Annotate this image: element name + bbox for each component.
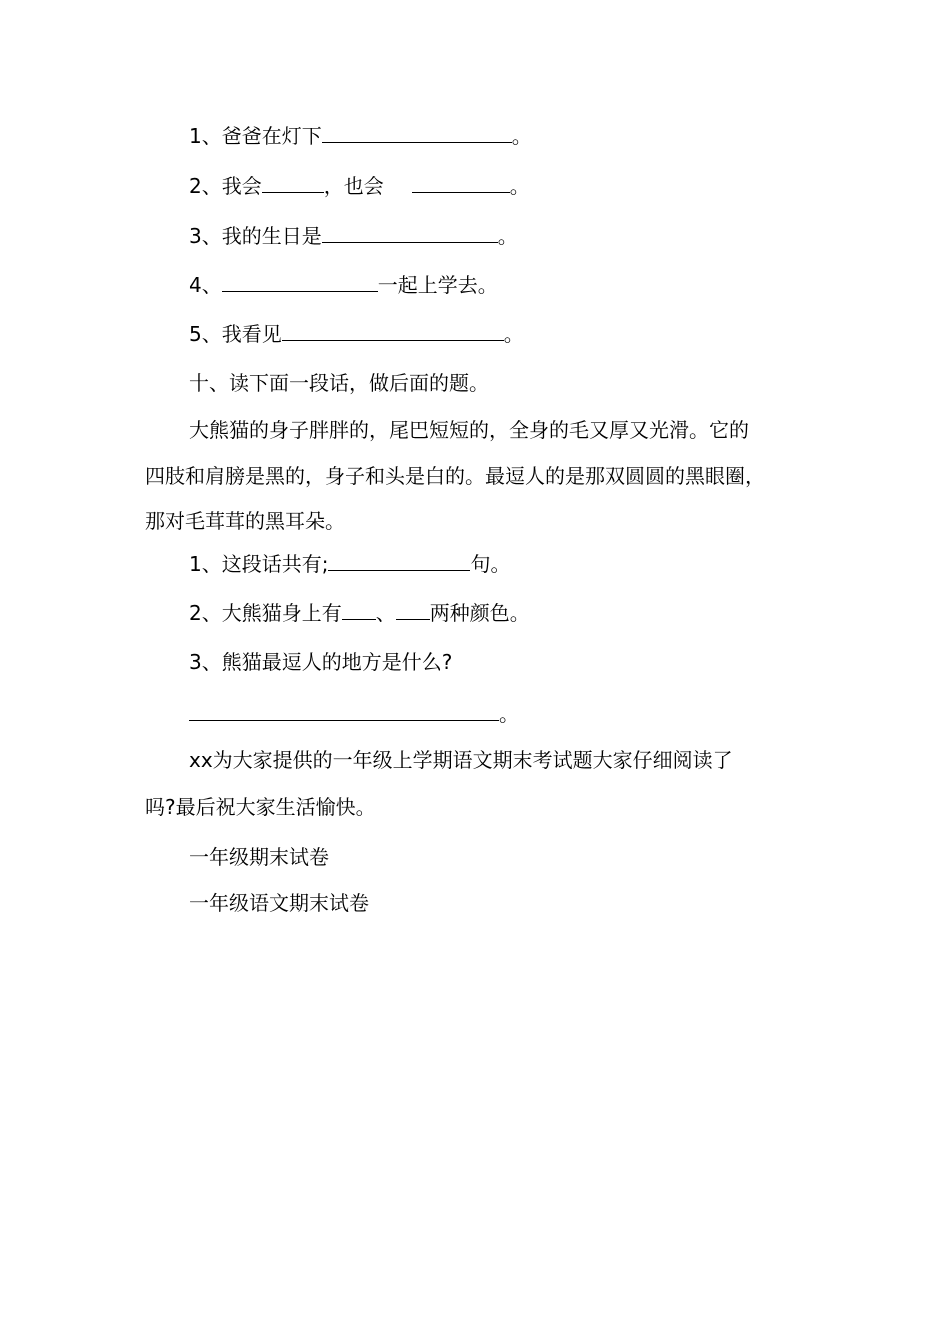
item-end: 。: [499, 702, 519, 726]
answer-blank: [189, 700, 499, 721]
fill-in-item-2: [189, 172, 530, 200]
fill-in-item-5: [189, 320, 524, 348]
reading-question-3: [189, 648, 452, 676]
item-end: 。: [497, 224, 518, 248]
item-end: 句。: [470, 552, 511, 576]
paragraph-line-3: 那对毛茸茸的黑耳朵。: [145, 509, 345, 533]
item-text: 大熊猫身上有: [221, 601, 342, 625]
answer-blank: [222, 271, 378, 292]
paragraph-line-1: 大熊猫的身子胖胖的，尾巴短短的，全身的毛又厚又光滑。它的: [189, 418, 749, 442]
answer-blank: [328, 550, 470, 571]
item-number: 1、: [189, 124, 222, 148]
tag-line-1: 一年级期末试卷: [189, 845, 329, 869]
item-number: 3、: [189, 224, 222, 248]
item-text: 这段话共有;: [221, 552, 329, 576]
item-number: 5、: [189, 322, 222, 346]
item-text: 我的生日是: [221, 224, 322, 248]
item-number: 1、: [189, 552, 222, 576]
item-number: 2、: [189, 174, 222, 198]
answer-blank: [322, 122, 512, 143]
reading-question-1: [189, 550, 510, 578]
answer-line: [189, 700, 519, 728]
closing-line-2: 吗?最后祝大家生活愉快。: [145, 795, 376, 819]
answer-blank: [412, 172, 510, 193]
item-middle: ，也会: [323, 174, 384, 198]
fill-in-item-4: [189, 271, 498, 299]
item-end: 一起上学去。: [377, 273, 498, 297]
item-text: 熊猫最逗人的地方是什么?: [221, 650, 453, 674]
item-number: 3、: [189, 650, 222, 674]
closing-line-1: xx为大家提供的一年级上学期语文期末考试题大家仔细阅读了: [189, 748, 733, 772]
item-text: 爸爸在灯下: [221, 124, 322, 148]
reading-question-2: [189, 599, 530, 627]
answer-blank: [282, 320, 504, 341]
item-end: 。: [509, 174, 530, 198]
answer-blank: [342, 599, 376, 620]
item-text: 我看见: [221, 322, 282, 346]
item-end: 两种颜色。: [429, 601, 530, 625]
item-middle: 、: [375, 601, 396, 625]
paragraph-line-2: 四肢和肩膀是黑的，身子和头是白的。最逗人的是那双圆圆的黑眼圈，: [145, 464, 765, 488]
answer-blank: [262, 172, 324, 193]
answer-blank: [396, 599, 430, 620]
fill-in-item-3: [189, 222, 518, 250]
item-text: 我会: [221, 174, 262, 198]
item-number: 4、: [189, 273, 222, 297]
fill-in-item-1: [189, 122, 532, 150]
answer-blank: [322, 222, 498, 243]
tag-line-2: 一年级语文期末试卷: [189, 891, 369, 915]
section-heading: 十、读下面一段话，做后面的题。: [189, 371, 489, 395]
item-number: 2、: [189, 601, 222, 625]
item-end: 。: [503, 322, 524, 346]
item-end: 。: [511, 124, 532, 148]
